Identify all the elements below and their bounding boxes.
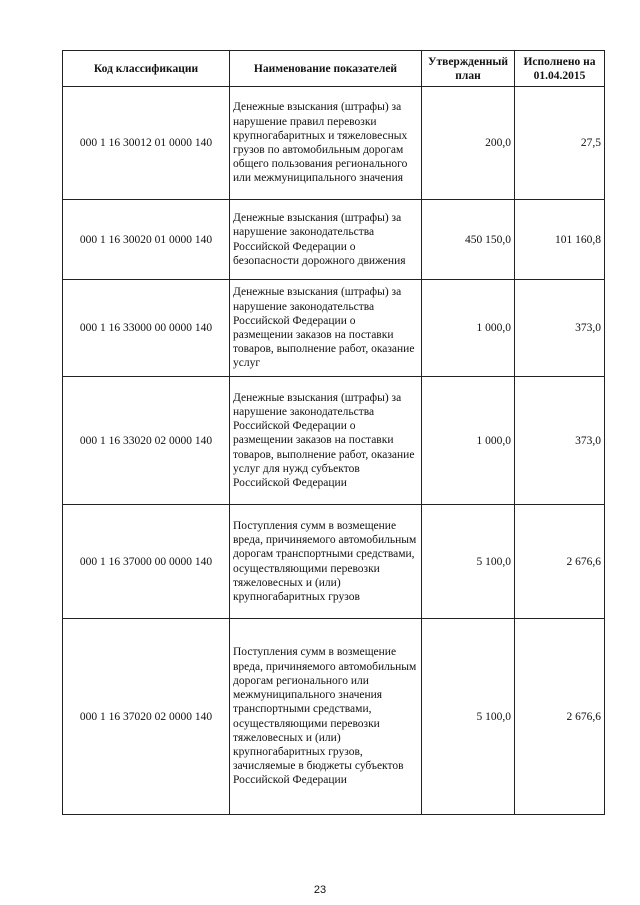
header-name: Наименование показателей (230, 51, 422, 87)
budget-table (62, 50, 605, 815)
row-name: Денежные взыскания (штрафы) за нарушение правил перевозки крупногабаритных и тяжеловесных грузов по автомобильным дорогам общего пользования регионального или межмуниципального значения (230, 87, 422, 200)
row-name: Денежные взыскания (штрафы) за нарушение законодательства Российской Федерации о размещении заказов на поставки товаров, выполнение работ, оказание услуг (230, 280, 422, 377)
table-row (63, 377, 605, 505)
row-name: Денежные взыскания (штрафы) за нарушение законодательства Российской Федерации о размещении заказов на поставки товаров, выполнение работ, оказание услуг для нужд субъектов Российской Федерации (230, 377, 422, 505)
row-name: Денежные взыскания (штрафы) за нарушение законодательства Российской Федерации о безопасности дорожного движения (230, 200, 422, 280)
row-done: 373,0 (515, 280, 605, 377)
row-plan: 5 100,0 (422, 619, 515, 815)
row-done: 101 160,8 (515, 200, 605, 280)
row-plan: 450 150,0 (422, 200, 515, 280)
row-name: Поступления сумм в возмещение вреда, причиняемого автомобильным дорогам регионального или межмуниципального значения транспортными средствами, осуществляющими перевозки тяжеловесных и (или) крупногабаритных грузов, зачисляемые в бюджеты субъектов Российской Федерации (230, 619, 422, 815)
row-done: 373,0 (515, 377, 605, 505)
row-code: 000 1 16 37000 00 0000 140 (63, 505, 230, 619)
row-plan: 5 100,0 (422, 505, 515, 619)
table-row (63, 280, 605, 377)
row-name: Поступления сумм в возмещение вреда, причиняемого автомобильным дорогам транспортными средствами, осуществляющими перевозки тяжеловесных и (или) крупногабаритных грузов (230, 505, 422, 619)
header-done: Исполнено на 01.04.2015 (515, 51, 605, 87)
table-header-row (63, 51, 605, 87)
table-row (63, 619, 605, 815)
row-done: 2 676,6 (515, 619, 605, 815)
row-code: 000 1 16 30020 01 0000 140 (63, 200, 230, 280)
table-row (63, 505, 605, 619)
row-done: 27,5 (515, 87, 605, 200)
row-code: 000 1 16 33020 02 0000 140 (63, 377, 230, 505)
header-plan: Утвержденный план (422, 51, 515, 87)
row-plan: 200,0 (422, 87, 515, 200)
row-plan: 1 000,0 (422, 377, 515, 505)
row-plan: 1 000,0 (422, 280, 515, 377)
table-row (63, 87, 605, 200)
table-row (63, 200, 605, 280)
header-code: Код классификации (63, 51, 230, 87)
row-done: 2 676,6 (515, 505, 605, 619)
row-code: 000 1 16 30012 01 0000 140 (63, 87, 230, 200)
page-number: 23 (313, 884, 327, 896)
row-code: 000 1 16 37020 02 0000 140 (63, 619, 230, 815)
row-code: 000 1 16 33000 00 0000 140 (63, 280, 230, 377)
